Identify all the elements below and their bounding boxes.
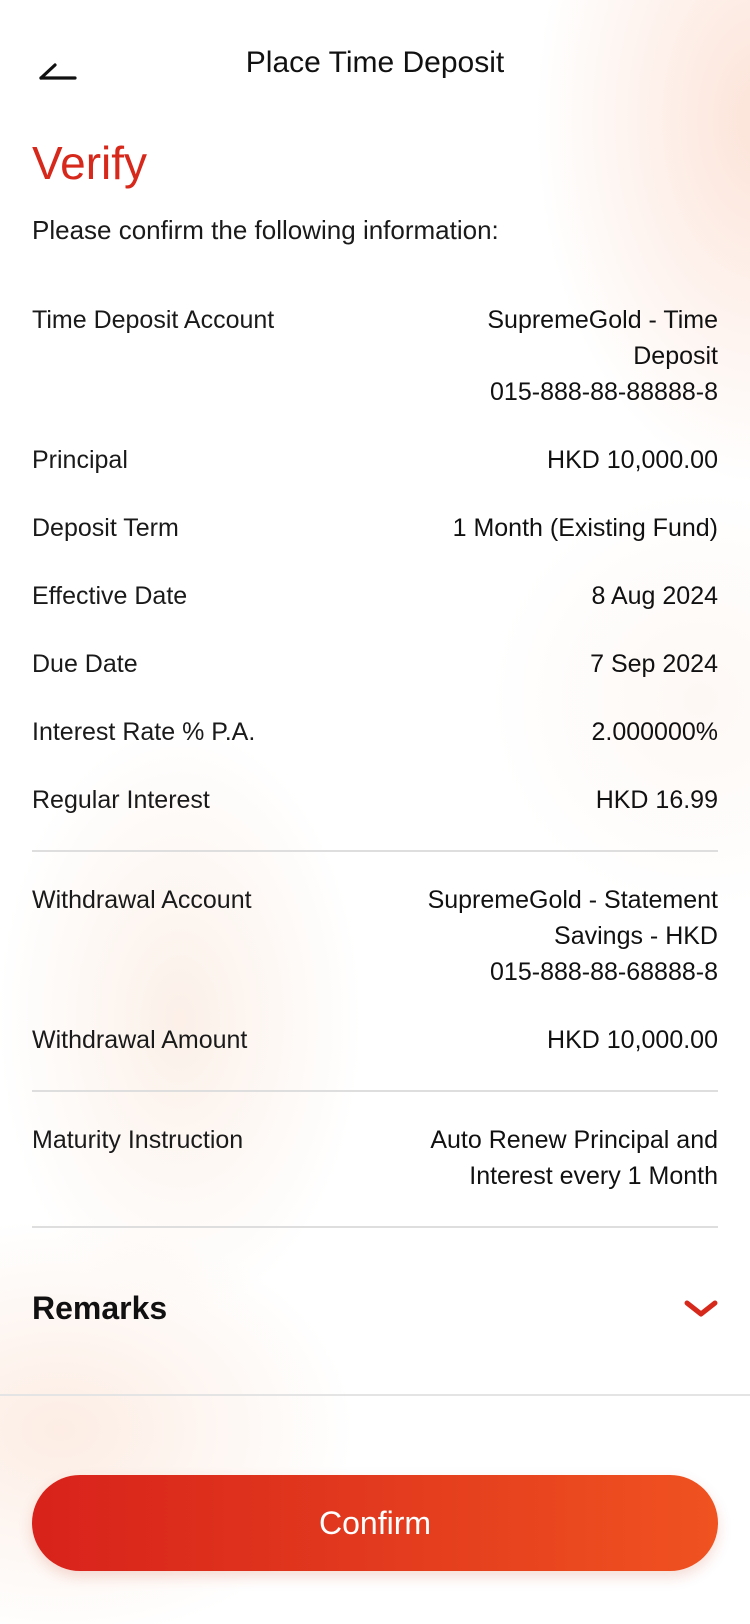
row-due-date: [32, 646, 718, 682]
deposit-term-value: 1 Month (Existing Fund): [452, 514, 718, 542]
divider: [32, 1090, 718, 1092]
details-list: [32, 302, 718, 1258]
due-date-label: Due Date: [32, 650, 138, 678]
time-deposit-account-value: [487, 302, 718, 410]
principal-label: Principal: [32, 446, 128, 474]
effective-date-value: 8 Aug 2024: [591, 582, 718, 610]
row-effective-date: [32, 578, 718, 614]
regular-interest-label: Regular Interest: [32, 786, 210, 814]
maturity-instruction-line2: Interest every 1 Month: [469, 1162, 718, 1190]
effective-date-label: Effective Date: [32, 582, 188, 610]
verify-subtitle: Please confirm the following information:: [32, 215, 499, 245]
principal-value: HKD 10,000.00: [547, 446, 718, 474]
remarks-divider: [0, 1394, 750, 1396]
row-deposit-term: [32, 510, 718, 546]
page-title: Place Time Deposit: [245, 46, 505, 79]
withdrawal-account-label: Withdrawal Account: [32, 886, 252, 914]
row-regular-interest: [32, 782, 718, 818]
maturity-instruction-value: [430, 1122, 718, 1194]
regular-interest-value: HKD 16.99: [595, 786, 718, 814]
interest-rate-label: Interest Rate % P.A.: [32, 718, 256, 746]
row-withdrawal-amount: [32, 1022, 718, 1058]
maturity-instruction-line1: Auto Renew Principal and: [430, 1126, 718, 1154]
remarks-title: Remarks: [32, 1290, 168, 1326]
interest-rate-value: 2.000000%: [591, 718, 718, 746]
row-principal: [32, 442, 718, 478]
row-time-deposit-account: [32, 302, 718, 410]
time-deposit-account-label: Time Deposit Account: [32, 306, 275, 334]
verify-heading: Verify: [32, 137, 148, 189]
row-maturity-instruction: [32, 1122, 718, 1194]
time-deposit-account-number: 015-888-88-88888-8: [490, 378, 718, 406]
row-withdrawal-account: [32, 882, 718, 990]
time-deposit-account-line2: Deposit: [633, 342, 718, 370]
withdrawal-amount-value: HKD 10,000.00: [547, 1026, 718, 1054]
withdrawal-account-value: [428, 882, 718, 990]
divider: [32, 1226, 718, 1228]
time-deposit-account-line1: SupremeGold - Time: [487, 306, 718, 334]
remarks-toggle[interactable]: [32, 1290, 718, 1327]
divider: [32, 850, 718, 852]
header: [0, 0, 750, 136]
maturity-instruction-label: Maturity Instruction: [32, 1126, 244, 1154]
due-date-value: 7 Sep 2024: [590, 650, 718, 678]
withdrawal-account-number: 015-888-88-68888-8: [490, 958, 718, 986]
withdrawal-account-line2: Savings - HKD: [554, 922, 718, 950]
withdrawal-account-line1: SupremeGold - Statement: [427, 886, 718, 914]
withdrawal-amount-label: Withdrawal Amount: [32, 1026, 248, 1054]
confirm-button[interactable]: Confirm: [32, 1475, 718, 1571]
row-interest-rate: [32, 714, 718, 750]
deposit-term-label: Deposit Term: [32, 514, 179, 542]
chevron-down-icon: [684, 1298, 718, 1320]
